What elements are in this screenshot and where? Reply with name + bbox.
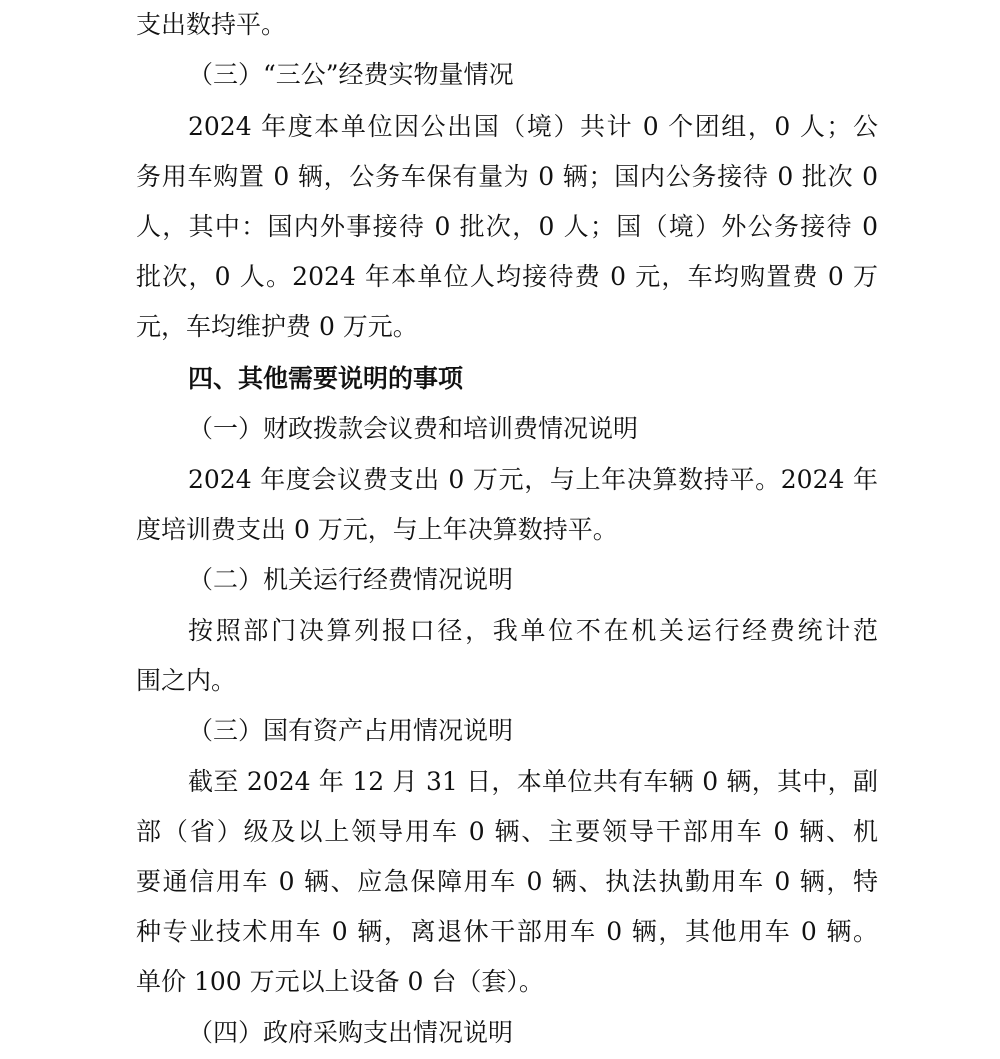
subheading-meeting-training: （一）财政拨款会议费和培训费情况说明 (188, 414, 639, 443)
paragraph-line: 支出数持平。 (136, 10, 287, 39)
paragraph-line: 人，其中：国内外事接待 0 批次，0 人；国（境）外公务接待 0 (136, 212, 878, 241)
paragraph-line: 按照部门决算列报口径，我单位不在机关运行经费统计范 (188, 616, 878, 645)
paragraph-line: 围之内。 (136, 666, 237, 695)
paragraph-line: 种专业技术用车 0 辆，离退休干部用车 0 辆，其他用车 0 辆。 (136, 917, 878, 946)
paragraph-line: 批次，0 人。2024 年本单位人均接待费 0 元，车均购置费 0 万 (136, 262, 878, 291)
section-heading-other-matters: 四、其他需要说明的事项 (188, 364, 464, 393)
subheading-state-assets: （三）国有资产占用情况说明 (188, 716, 514, 745)
paragraph-line: 要通信用车 0 辆、应急保障用车 0 辆、执法执勤用车 0 辆，特 (136, 867, 878, 896)
paragraph-line: 单价 100 万元以上设备 0 台（套）。 (136, 967, 544, 996)
subheading-government-procurement: （四）政府采购支出情况说明 (188, 1018, 514, 1047)
paragraph-line: 2024 年度本单位因公出国（境）共计 0 个团组，0 人；公 (188, 112, 878, 141)
paragraph-line: 2024 年度会议费支出 0 万元，与上年决算数持平。2024 年 (188, 465, 878, 494)
paragraph-line: 部（省）级及以上领导用车 0 辆、主要领导干部用车 0 辆、机 (136, 817, 878, 846)
paragraph-line: 度培训费支出 0 万元，与上年决算数持平。 (136, 515, 618, 544)
subheading-three-public-expenses: （三）“三公”经费实物量情况 (188, 60, 514, 89)
paragraph-line: 务用车购置 0 辆，公务车保有量为 0 辆；国内公务接待 0 批次 0 (136, 162, 878, 191)
paragraph-line: 截至 2024 年 12 月 31 日，本单位共有车辆 0 辆，其中，副 (188, 767, 878, 796)
subheading-agency-operation: （二）机关运行经费情况说明 (188, 565, 514, 594)
paragraph-line: 元，车均维护费 0 万元。 (136, 312, 418, 341)
